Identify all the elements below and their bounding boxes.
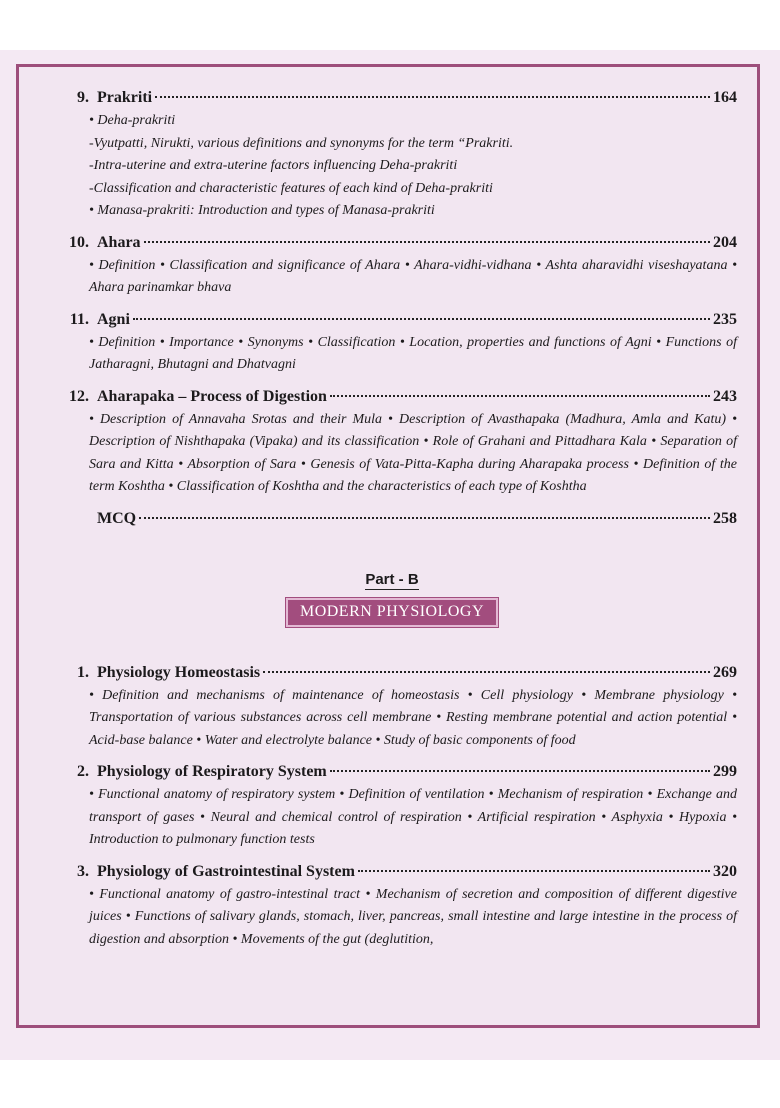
page-number: 299: [713, 763, 737, 780]
toc-entry-heading[interactable]: [47, 661, 737, 685]
dot-leader: [133, 318, 710, 320]
topic-line: -Intra-uterine and extra-uterine factors influencing Deha-prakriti: [89, 158, 458, 173]
part-label-text: Part - B: [365, 570, 419, 588]
toc-entry-agni[interactable]: [47, 308, 737, 377]
toc-entry-gastrointestinal[interactable]: [47, 860, 737, 952]
toc-entry-heading[interactable]: [47, 507, 737, 531]
page-number: 164: [713, 89, 737, 106]
chapter-title: Physiology Homeostasis: [97, 663, 261, 681]
toc-entry-ahara[interactable]: [47, 231, 737, 300]
chapter-topics: • Description of Annavaha Srotas and their Mula • Description of Avasthapaka (Madhura, Amla and Katu) • Description of Nishthapaka (Vipaka) and its classification • Role of Grahani and Pittadhara Kala • Separation of Sara and Kitta • Absorption of Sara • Genesis of Vata-Pitta-Kapha during Aharapaka process • Definition of the term Koshtha • Classification of Koshtha and the characteristics of each type of Koshtha: [89, 411, 737, 494]
dot-leader: [139, 517, 710, 519]
chapter-title: MCQ: [97, 509, 137, 527]
page-number: 235: [713, 310, 737, 328]
toc-entry-heading[interactable]: [47, 860, 737, 884]
page-number: 258: [713, 509, 737, 527]
toc-entry-heading[interactable]: [47, 308, 737, 332]
chapter-topics: • Functional anatomy of gastro-intestinal tract • Mechanism of secretion and composition of different digestive juices • Functions of salivary glands, stomach, liver, pancreas, small intestine and large intestine in the process of digestion and absorption • Movements of the gut (deglutition,: [89, 886, 737, 947]
chapter-title: Physiology of Gastrointestinal System: [97, 862, 355, 880]
topic-line: • Manasa-prakriti: Introduction and types of Manasa-prakriti: [89, 203, 435, 218]
section-banner-wrap: [47, 598, 737, 627]
topic-line: -Classification and characteristic features of each kind of Deha-prakriti: [89, 180, 493, 196]
topic-line: • Deha-prakriti: [89, 113, 176, 128]
dot-leader: [155, 96, 710, 98]
dot-leader: [263, 671, 710, 673]
chapter-topics: • Definition • Classification and significance of Ahara • Ahara-vidhi-vidhana • Ashta aharavidhi viseshayatana • Ahara parinamkar bhava: [89, 257, 737, 295]
section-banner: MODERN PHYSIOLOGY: [286, 598, 498, 627]
chapter-number: 3.: [77, 862, 89, 880]
chapter-number: 9.: [77, 89, 89, 106]
chapter-topics: • Definition • Importance • Synonyms • Classification • Location, properties and functions of Agni • Functions of Jatharagni, Bhutagni and Dhatvagni: [89, 334, 737, 372]
toc-entry-aharapaka[interactable]: [47, 385, 737, 499]
toc-entry-mcq[interactable]: [47, 507, 737, 531]
topic-line: -Vyutpatti, Nirukti, various definitions and synonyms for the term “Prakriti.: [89, 135, 514, 151]
chapter-number: 10.: [69, 233, 89, 251]
page-number: 204: [713, 233, 737, 251]
page-number: 269: [713, 663, 737, 681]
toc-entry-heading[interactable]: [47, 231, 737, 255]
chapter-title: Physiology of Respiratory System: [97, 763, 327, 780]
toc-entry-homeostasis[interactable]: [47, 661, 737, 753]
dot-leader: [330, 395, 710, 397]
dot-leader: [144, 241, 710, 243]
chapter-title: Ahara: [97, 233, 141, 251]
chapter-number: 11.: [69, 310, 89, 328]
part-label: [47, 571, 737, 588]
chapter-number: 1.: [77, 663, 89, 681]
page-number: 320: [713, 862, 737, 880]
chapter-title: Prakriti: [97, 89, 153, 106]
toc-entry-heading[interactable]: [47, 760, 737, 784]
toc-entry-prakriti[interactable]: [47, 86, 737, 223]
chapter-topics: • Definition and mechanisms of maintenance of homeostasis • Cell physiology • Membrane physiology • Transportation of various substances across cell membrane • Resting membrane potential and action potential • Acid-base balance • Water and electrolyte balance • Study of basic components of food: [89, 687, 737, 748]
toc-entry-heading[interactable]: [47, 385, 737, 409]
chapter-title: Agni: [97, 310, 130, 328]
chapter-number: 2.: [77, 763, 89, 780]
page-number: 243: [713, 387, 737, 405]
table-of-contents: [47, 86, 737, 959]
chapter-topics: [89, 110, 737, 223]
dot-leader: [358, 870, 710, 872]
toc-entry-respiratory[interactable]: [47, 760, 737, 852]
toc-entry-heading[interactable]: [47, 86, 737, 110]
dot-leader: [330, 770, 710, 772]
chapter-number: 12.: [69, 387, 89, 405]
chapter-title: Aharapaka – Process of Digestion: [97, 387, 327, 405]
chapter-topics: • Functional anatomy of respiratory system • Definition of ventilation • Mechanism of respiration • Exchange and transport of gases • Neural and chemical control of respiration • Artificial respiration • Asphyxia • Hypoxia • Introduction to pulmonary function tests: [89, 787, 737, 847]
